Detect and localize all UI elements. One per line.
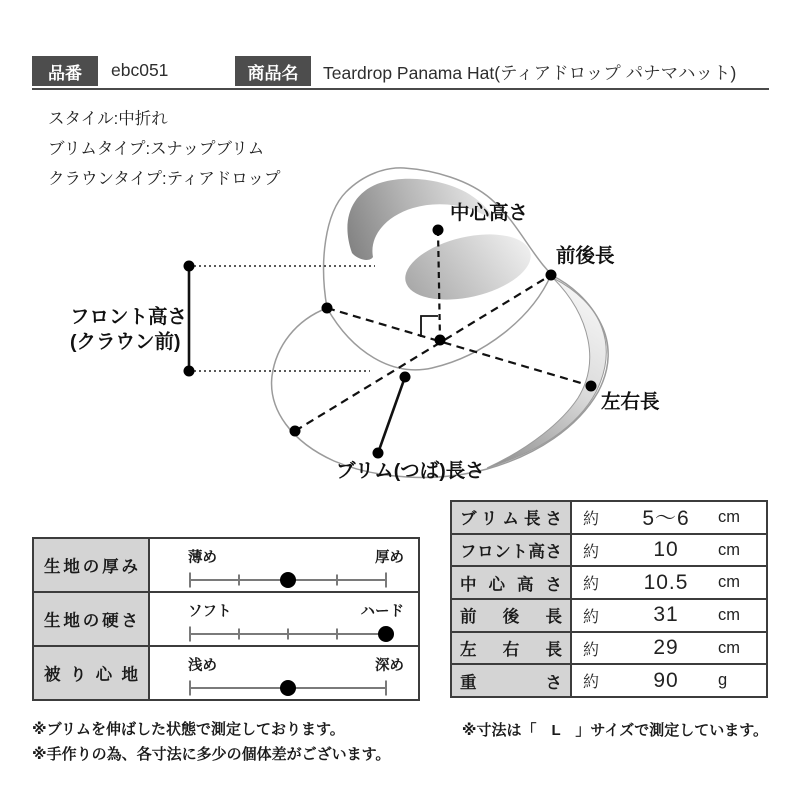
diagram-label-front-height-1: フロント高さ — [70, 306, 188, 328]
slider-right-label: 深め — [375, 658, 404, 674]
spec-brim-type: ブリムタイプ:スナップブリム — [48, 140, 265, 158]
size-row-left-right — [452, 633, 766, 666]
size-label-cell — [452, 633, 572, 664]
feature-slider-cell — [150, 539, 418, 591]
product-code-badge-label: 品番 — [48, 63, 82, 83]
size-label: ブリム長さ — [460, 510, 562, 529]
slider-tick — [336, 575, 338, 586]
size-unit: cm — [718, 507, 740, 526]
feature-label: 生地の硬さ — [44, 612, 138, 630]
approx-label: 約 — [583, 641, 600, 659]
size-value-cell — [572, 567, 766, 598]
size-label: 左右長 — [460, 641, 562, 660]
note-handmade-variance: ※手作りの為、各寸法に多少の個体差がございます。 — [32, 746, 391, 763]
size-value: 29 — [653, 636, 679, 660]
slider-dot — [280, 572, 296, 588]
slider-left-label: 薄め — [188, 550, 217, 566]
size-row-front-back — [452, 600, 766, 633]
slider-tick — [238, 629, 240, 640]
diagram-label-front-height-2: (クラウン前) — [70, 331, 181, 353]
size-unit: cm — [718, 638, 740, 657]
slider-right-label: 厚め — [375, 550, 404, 566]
dot-front-height-bottom — [184, 366, 195, 377]
notes-left — [32, 717, 390, 767]
size-value: 10.5 — [643, 570, 689, 594]
size-label: フロント高さ — [460, 543, 562, 561]
size-value-cell — [572, 633, 766, 664]
size-value: 31 — [653, 603, 679, 627]
size-value-cell — [572, 600, 766, 631]
size-value-cell — [572, 502, 766, 533]
size-unit: cm — [718, 540, 740, 559]
approx-label: 約 — [583, 510, 600, 528]
size-unit: g — [718, 671, 728, 690]
diagram-label-left-right: 左右長 — [601, 391, 660, 413]
dot-center-height-top — [433, 225, 444, 236]
size-table — [450, 500, 768, 698]
dot-left-junction — [322, 303, 333, 314]
size-label-cell — [452, 665, 572, 696]
product-name-badge — [235, 56, 311, 86]
product-code-badge — [32, 56, 98, 86]
feature-row-stiffness — [34, 593, 418, 647]
slider-left-label: 浅め — [188, 658, 217, 674]
dot-brim-length-bottom — [373, 448, 384, 459]
slider-dot — [280, 680, 296, 696]
product-name-badge-label: 商品名 — [247, 63, 299, 83]
dot-front-height-top — [184, 261, 195, 272]
size-label: 中心高さ — [460, 575, 562, 594]
size-value-cell — [572, 535, 766, 566]
approx-label: 約 — [583, 608, 600, 626]
dot-brim-back-left — [290, 426, 301, 437]
slider-tick — [385, 573, 387, 588]
size-row-center-height — [452, 567, 766, 600]
note-size-l: ※寸法は「 L 」サイズで測定しています。 — [461, 722, 768, 739]
dot-brim-length-top — [400, 372, 411, 383]
stiffness-slider — [190, 633, 386, 635]
thickness-slider — [190, 579, 386, 581]
size-value: 10 — [653, 538, 679, 561]
feature-slider-cell — [150, 647, 418, 699]
feature-label-cell — [34, 647, 150, 699]
dot-center-cross — [435, 335, 446, 346]
approx-label: 約 — [583, 576, 600, 594]
size-row-brim — [452, 502, 766, 535]
approx-label: 約 — [583, 674, 600, 692]
size-unit: cm — [718, 605, 740, 624]
size-value: 5〜6 — [642, 507, 690, 531]
size-value-cell — [572, 665, 766, 696]
dot-front-back-right — [546, 270, 557, 281]
note-measure-extended: ※ブリムを伸ばした状態で測定しております。 — [32, 721, 345, 738]
spec-style: スタイル:中折れ — [48, 110, 168, 128]
size-label: 重さ — [460, 673, 562, 692]
size-label-cell — [452, 600, 572, 631]
slider-tick — [385, 681, 387, 696]
size-label: 前後長 — [460, 608, 562, 627]
spec-crown-type: クラウンタイプ:ティアドロップ — [48, 170, 281, 188]
size-row-weight — [452, 665, 766, 696]
size-value: 90 — [653, 668, 679, 692]
size-label-cell — [452, 567, 572, 598]
product-name: Teardrop Panama Hat(ティアドロップ パナマハット) — [323, 63, 737, 83]
feature-row-fit — [34, 647, 418, 699]
feature-label: 生地の厚み — [44, 558, 138, 576]
slider-right-label: ハード — [360, 604, 404, 620]
header-divider — [32, 88, 769, 90]
diagram-label-center-height: 中心高さ — [450, 202, 529, 224]
feature-label-cell — [34, 593, 150, 645]
slider-tick — [287, 629, 289, 640]
approx-label: 約 — [583, 543, 600, 561]
hat-measurement-diagram — [40, 160, 780, 500]
size-label-cell — [452, 502, 572, 533]
slider-tick — [336, 629, 338, 640]
diagram-label-brim-length: ブリム(つば)長さ — [336, 460, 485, 482]
feature-row-thickness — [34, 539, 418, 593]
feature-label: 被り心地 — [44, 666, 138, 684]
slider-tick — [189, 573, 191, 588]
dot-left-right — [586, 381, 597, 392]
diagram-label-front-back: 前後長 — [556, 245, 615, 267]
feature-label-cell — [34, 539, 150, 591]
feature-slider-cell — [150, 593, 418, 645]
product-code: ebc051 — [111, 60, 169, 80]
slider-tick — [189, 681, 191, 696]
slider-dot — [378, 626, 394, 642]
slider-tick — [189, 627, 191, 642]
size-row-front-height — [452, 535, 766, 568]
slider-tick — [238, 575, 240, 586]
fit-slider — [190, 687, 386, 689]
slider-left-label: ソフト — [188, 604, 232, 620]
feature-table — [32, 537, 420, 701]
size-label-cell — [452, 535, 572, 566]
size-unit: cm — [718, 573, 740, 592]
